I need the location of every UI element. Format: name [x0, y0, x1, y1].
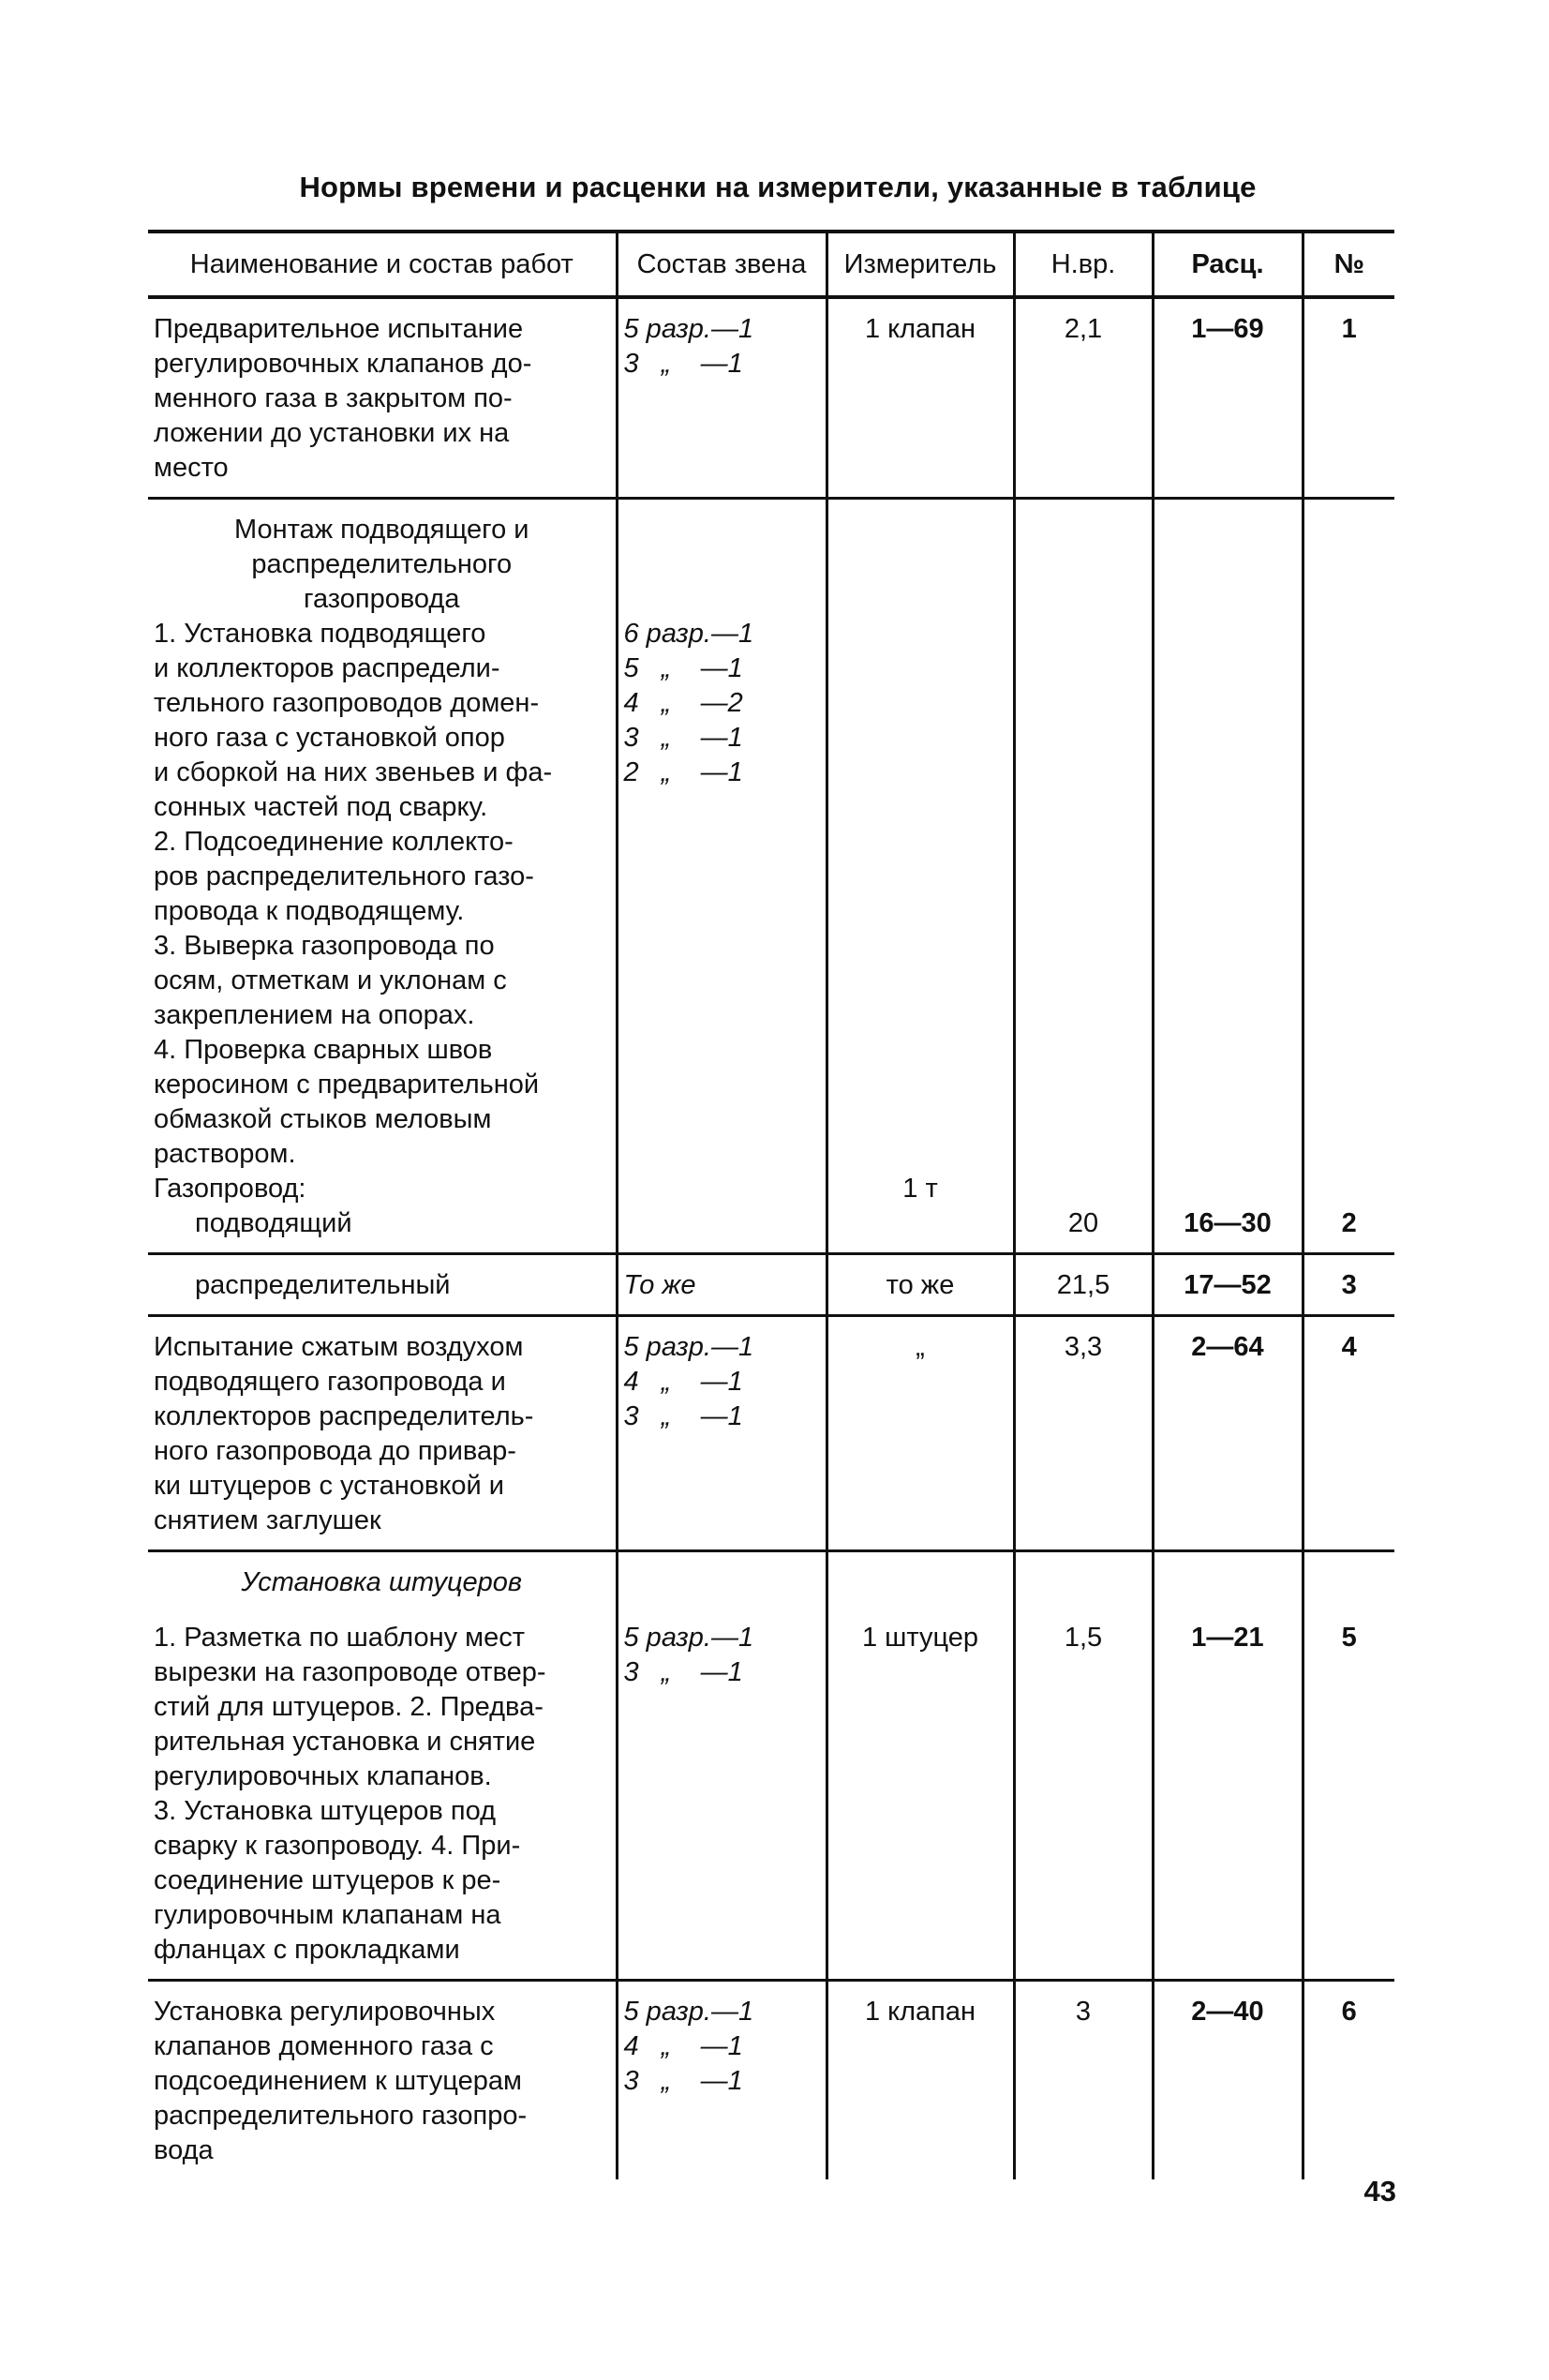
- row4-name-line: ного газопровода до привар-: [154, 1436, 516, 1466]
- row2-time-value: 20: [1067, 1208, 1099, 1238]
- row2-item-line: раствором.: [154, 1139, 296, 1169]
- row2-item-line: ров распределительного газо-: [154, 861, 534, 891]
- row6-name-line: Установка регулировочных: [154, 1997, 496, 2027]
- row5-name: [148, 1551, 617, 1981]
- header-name: Наименование и состав работ: [148, 232, 617, 297]
- table-row: [148, 1316, 1394, 1551]
- row6-name-line: вода: [154, 2135, 214, 2165]
- row6-name: [148, 1981, 617, 2180]
- row2-price-value: 16—30: [1184, 1208, 1272, 1238]
- row5-num: [1303, 1551, 1394, 1981]
- row4-num: 4: [1303, 1316, 1394, 1551]
- row2-team-line: 2 „ —1: [623, 757, 743, 787]
- row5-price: [1153, 1551, 1303, 1981]
- row2-item-line: закреплением на опорах.: [154, 1000, 475, 1030]
- row4-team: [617, 1316, 827, 1551]
- row2-heading-line: Монтаж подводящего и: [234, 515, 529, 545]
- row5-team-line: 5 разр.—1: [623, 1623, 754, 1653]
- row4-team-line: 3 „ —1: [623, 1401, 743, 1431]
- row5-heading: Установка штуцеров: [241, 1567, 523, 1597]
- row5-item-line: стий для штуцеров. 2. Предва-: [154, 1692, 544, 1722]
- row6-name-line: распределительного газопро-: [154, 2101, 528, 2131]
- row5-item-line: 3. Установка штуцеров под: [154, 1796, 496, 1826]
- row2-item-line: 3. Выверка газопровода по: [154, 931, 495, 961]
- table-row: [148, 1551, 1394, 1981]
- row1-team-line: 3 „ —1: [623, 349, 743, 379]
- row6-team-line: 5 разр.—1: [623, 1997, 754, 2027]
- row2-sub: подводящий: [195, 1208, 352, 1238]
- row1-name-line: Предварительное испытание: [154, 314, 524, 344]
- row2-heading-line: газопровода: [304, 584, 460, 614]
- row2-item-line: сонных частей под сварку.: [154, 792, 488, 822]
- row2-item-line: тельного газопроводов домен-: [154, 688, 540, 718]
- row2-item-line: и коллекторов распредели-: [154, 653, 500, 683]
- norms-table: [148, 230, 1394, 2179]
- page-number: 43: [1363, 2175, 1396, 2208]
- row5-item-line: гулировочным клапанам на: [154, 1900, 501, 1930]
- row6-team-line: 3 „ —1: [623, 2066, 743, 2096]
- row5-item-line: вырезки на газопроводе отвер-: [154, 1657, 546, 1687]
- row2-name: [148, 499, 617, 1254]
- row2-item-line: осям, отметкам и уклонам с: [154, 965, 507, 995]
- row2-meter: [827, 499, 1014, 1254]
- row2-heading-line: распределительного: [251, 549, 513, 579]
- row4-name-line: Испытание сжатым воздухом: [154, 1332, 524, 1362]
- header-time: Н.вр.: [1014, 232, 1153, 297]
- row6-time: 3: [1014, 1981, 1153, 2180]
- row2-label: Газопровод:: [154, 1174, 306, 1204]
- row6-team-line: 4 „ —1: [623, 2031, 743, 2061]
- row5-item-line: сварку к газопроводу. 4. При-: [154, 1831, 521, 1861]
- row1-time: 2,1: [1014, 297, 1153, 499]
- row2-team-line: 4 „ —2: [623, 688, 743, 718]
- row4-name-line: подводящего газопровода и: [154, 1367, 506, 1397]
- row5-meter-value: 1 штуцер: [861, 1623, 979, 1653]
- row5-team-line: 3 „ —1: [623, 1657, 743, 1687]
- row1-team: [617, 297, 827, 499]
- row5-time: [1014, 1551, 1153, 1981]
- row2-num-value: 2: [1341, 1208, 1357, 1238]
- row3-name: [148, 1254, 617, 1316]
- row2-item-line: провода к подводящему.: [154, 896, 465, 926]
- row2-item-line: 1. Установка подводящего: [154, 619, 486, 649]
- row5-item-line: рительная установка и снятие: [154, 1727, 536, 1757]
- row3-num: 3: [1303, 1254, 1394, 1316]
- row4-name-line: ки штуцеров с установкой и: [154, 1471, 504, 1501]
- table-row: [148, 297, 1394, 499]
- row1-num: 1: [1303, 297, 1394, 499]
- row5-num-value: 5: [1341, 1623, 1357, 1653]
- row5-item-line: соединение штуцеров к ре-: [154, 1865, 501, 1895]
- row2-item-line: 4. Проверка сварных швов: [154, 1035, 493, 1065]
- table-title: Нормы времени и расценки на измерители, указанные в таблице: [299, 171, 1257, 203]
- row2-team-line: 6 разр.—1: [623, 619, 754, 649]
- row1-name-line: регулировочных клапанов до-: [154, 349, 532, 379]
- row5-item-line: 1. Разметка по шаблону мест: [154, 1623, 526, 1653]
- header-price: Расц.: [1153, 232, 1303, 297]
- row3-team: То же: [617, 1254, 827, 1316]
- header-meter: Измеритель: [827, 232, 1014, 297]
- row3-meter: то же: [827, 1254, 1014, 1316]
- row5-item-line: фланцах с прокладками: [154, 1935, 460, 1965]
- row2-item-line: и сборкой на них звеньев и фа-: [154, 757, 553, 787]
- row2-team-line: 3 „ —1: [623, 723, 743, 753]
- row2-item-line: ного газа с установкой опор: [154, 723, 505, 753]
- row4-name-line: коллекторов распределитель-: [154, 1401, 534, 1431]
- row5-team: [617, 1551, 827, 1981]
- row2-num: [1303, 499, 1394, 1254]
- row5-meter: [827, 1551, 1014, 1981]
- header-team: Состав звена: [617, 232, 827, 297]
- row6-team: [617, 1981, 827, 2180]
- row5-item-line: регулировочных клапанов.: [154, 1761, 492, 1791]
- row4-name: [148, 1316, 617, 1551]
- table-row: [148, 499, 1394, 1254]
- row2-item-line: 2. Подсоединение коллекто-: [154, 827, 514, 857]
- row5-price-value: 1—21: [1191, 1623, 1264, 1653]
- table-row: [148, 1254, 1394, 1316]
- row6-meter: 1 клапан: [827, 1981, 1014, 2180]
- row1-team-line: 5 разр.—1: [623, 314, 754, 344]
- row3-price: 17—52: [1153, 1254, 1303, 1316]
- row6-name-line: клапанов доменного газа с: [154, 2031, 494, 2061]
- header-num: №: [1303, 232, 1394, 297]
- row4-meter: „: [827, 1316, 1014, 1551]
- row1-price: 1—69: [1153, 297, 1303, 499]
- row6-name-line: подсоединением к штуцерам: [154, 2066, 522, 2096]
- row2-item-line: обмазкой стыков меловым: [154, 1104, 492, 1134]
- row1-meter: 1 клапан: [827, 297, 1014, 499]
- row4-time: 3,3: [1014, 1316, 1153, 1551]
- row1-name: [148, 297, 617, 499]
- row3-time: 21,5: [1014, 1254, 1153, 1316]
- row4-team-line: 4 „ —1: [623, 1367, 743, 1397]
- row6-num: 6: [1303, 1981, 1394, 2180]
- row5-time-value: 1,5: [1064, 1623, 1103, 1653]
- row3-name-text: распределительный: [195, 1270, 451, 1300]
- table-row: [148, 1981, 1394, 2180]
- row6-price: 2—40: [1153, 1981, 1303, 2180]
- row2-team-line: 5 „ —1: [623, 653, 743, 683]
- row4-price: 2—64: [1153, 1316, 1303, 1551]
- row4-name-line: снятием заглушек: [154, 1505, 381, 1535]
- row1-name-line: менного газа в закрытом по-: [154, 383, 513, 413]
- row1-name-line: место: [154, 453, 229, 483]
- row2-time: [1014, 499, 1153, 1254]
- row2-price: [1153, 499, 1303, 1254]
- row1-name-line: ложении до установки их на: [154, 418, 510, 448]
- header-row: [148, 232, 1394, 297]
- row2-team: [617, 499, 827, 1254]
- row4-team-line: 5 разр.—1: [623, 1332, 754, 1362]
- row2-item-line: керосином с предварительной: [154, 1070, 540, 1100]
- row2-meter-value: 1 т: [902, 1174, 938, 1204]
